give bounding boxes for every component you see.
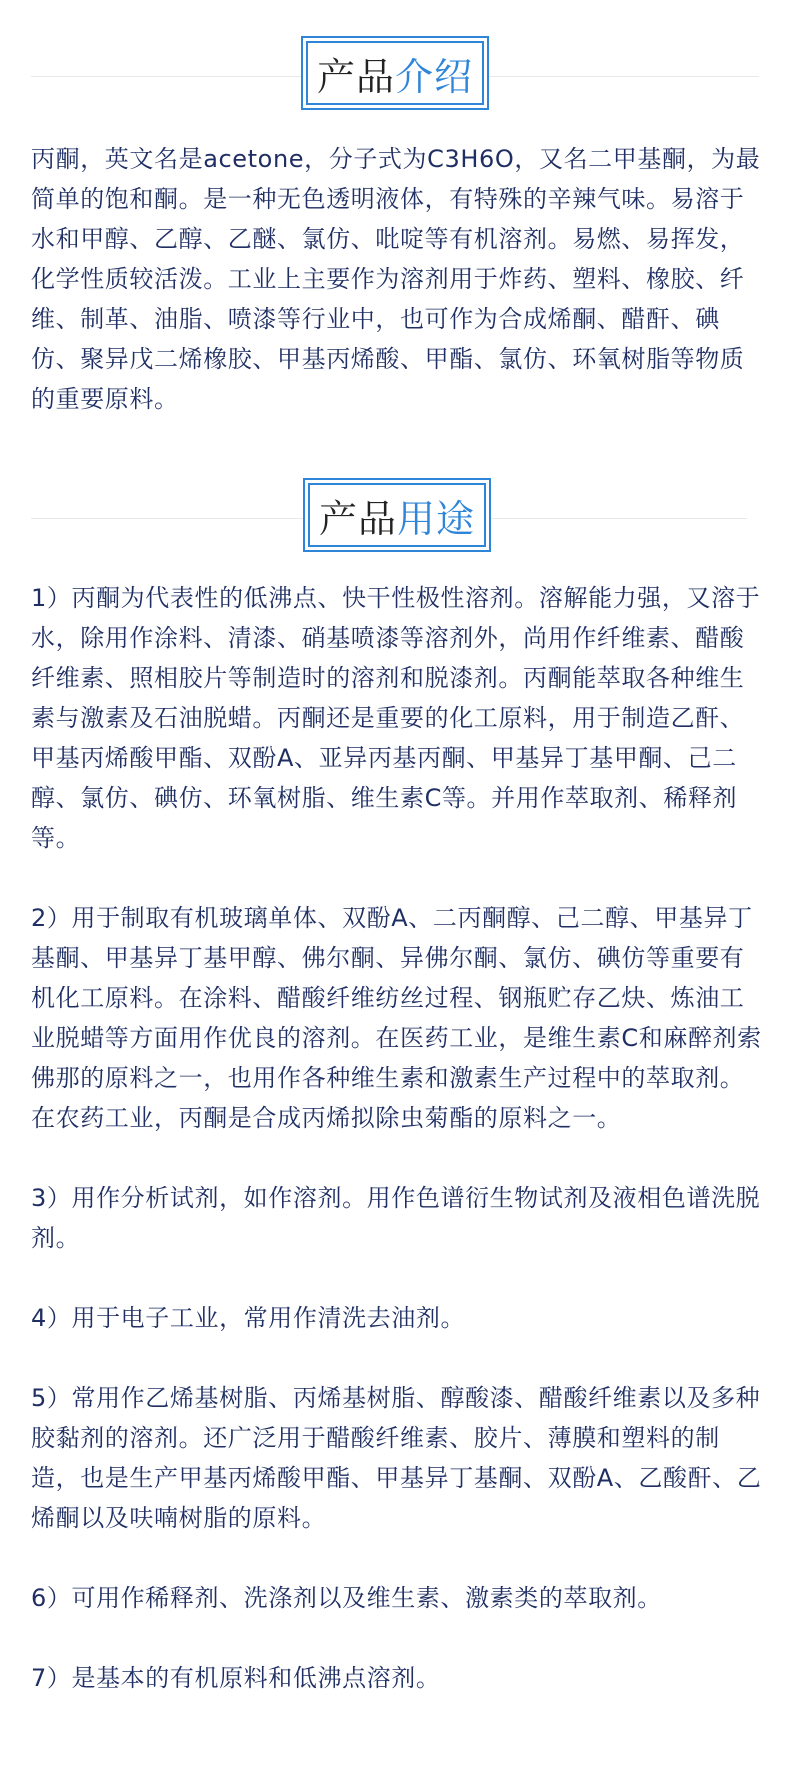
divider-right [491,518,747,519]
intro-title [306,41,484,105]
uses-title-accent: 用途 [397,496,476,541]
use-item-5: 5）常用作乙烯基树脂、丙烯基树脂、醇酸漆、醋酸纤维素以及多种胶黏剂的溶剂。还广泛用于醋酸纤维素、胶片、薄膜和塑料的制造，也是生产甲基丙烯酸甲酯、甲基异丁基酮、双酚A、乙酸酐、乙烯酮以及呋喃树脂的原料。 [31,1384,762,1532]
use-item-4: 4）用于电子工业，常用作清洗去油剂。 [31,1304,466,1332]
divider-left [31,76,301,77]
intro-title-accent: 介绍 [395,54,474,99]
use-item-2: 2）用于制取有机玻璃单体、双酚A、二丙酮醇、己二醇、甲基异丁基酮、甲基异丁基甲醇、佛尔酮、异佛尔酮、氯仿、碘仿等重要有机化工原料。在涂料、醋酸纤维纺丝过程、钢瓶贮存乙炔、炼油工业脱蜡等方面用作优良的溶剂。在医药工业，是维生素C和麻醉剂索佛那的原料之一，也用作各种维生素和激素生产过程中的萃取剂。在农药工业，丙酮是合成丙烯拟除虫菊酯的原料之一。 [31,904,762,1132]
uses-title-prefix: 产品 [318,496,397,541]
use-item-3: 3）用作分析试剂，如作溶剂。用作色谱衍生物试剂及液相色谱洗脱剂。 [31,1184,761,1252]
intro-paragraph: 丙酮，英文名是acetone，分子式为C3H6O，又名二甲基酮，为最简单的饱和酮。是一种无色透明液体，有特殊的辛辣气味。易溶于水和甲醇、乙醇、乙醚、氯仿、吡啶等有机溶剂。易燃、易挥发，化学性质较活泼。工业上主要作为溶剂用于炸药、塑料、橡胶、纤维、制革、油脂、喷漆等行业中，也可作为合成烯酮、醋酐、碘仿、聚异戊二烯橡胶、甲基丙烯酸、甲酯、氯仿、环氧树脂等物质的重要原料。 [31,145,761,413]
uses-title [308,483,486,547]
divider-right [489,76,759,77]
uses-title-frame [303,478,491,552]
use-item-6: 6）可用作稀释剂、洗涤剂以及维生素、激素类的萃取剂。 [31,1584,662,1612]
divider-left [31,518,303,519]
intro-title-frame [301,36,489,110]
use-item-7: 7）是基本的有机原料和低沸点溶剂。 [31,1664,441,1692]
use-item-1: 1）丙酮为代表性的低沸点、快干性极性溶剂。溶解能力强，又溶于水，除用作涂料、清漆、硝基喷漆等溶剂外，尚用作纤维素、醋酸纤维素、照相胶片等制造时的溶剂和脱漆剂。丙酮能萃取各种维生素与激素及石油脱蜡。丙酮还是重要的化工原料，用于制造乙酐、甲基丙烯酸甲酯、双酚A、亚异丙基丙酮、甲基异丁基甲酮、己二醇、氯仿、碘仿、环氧树脂、维生素C等。并用作萃取剂、稀释剂等。 [31,584,761,852]
uses-section-header [0,478,790,558]
intro-section-header [0,36,790,116]
intro-title-prefix: 产品 [316,54,395,99]
